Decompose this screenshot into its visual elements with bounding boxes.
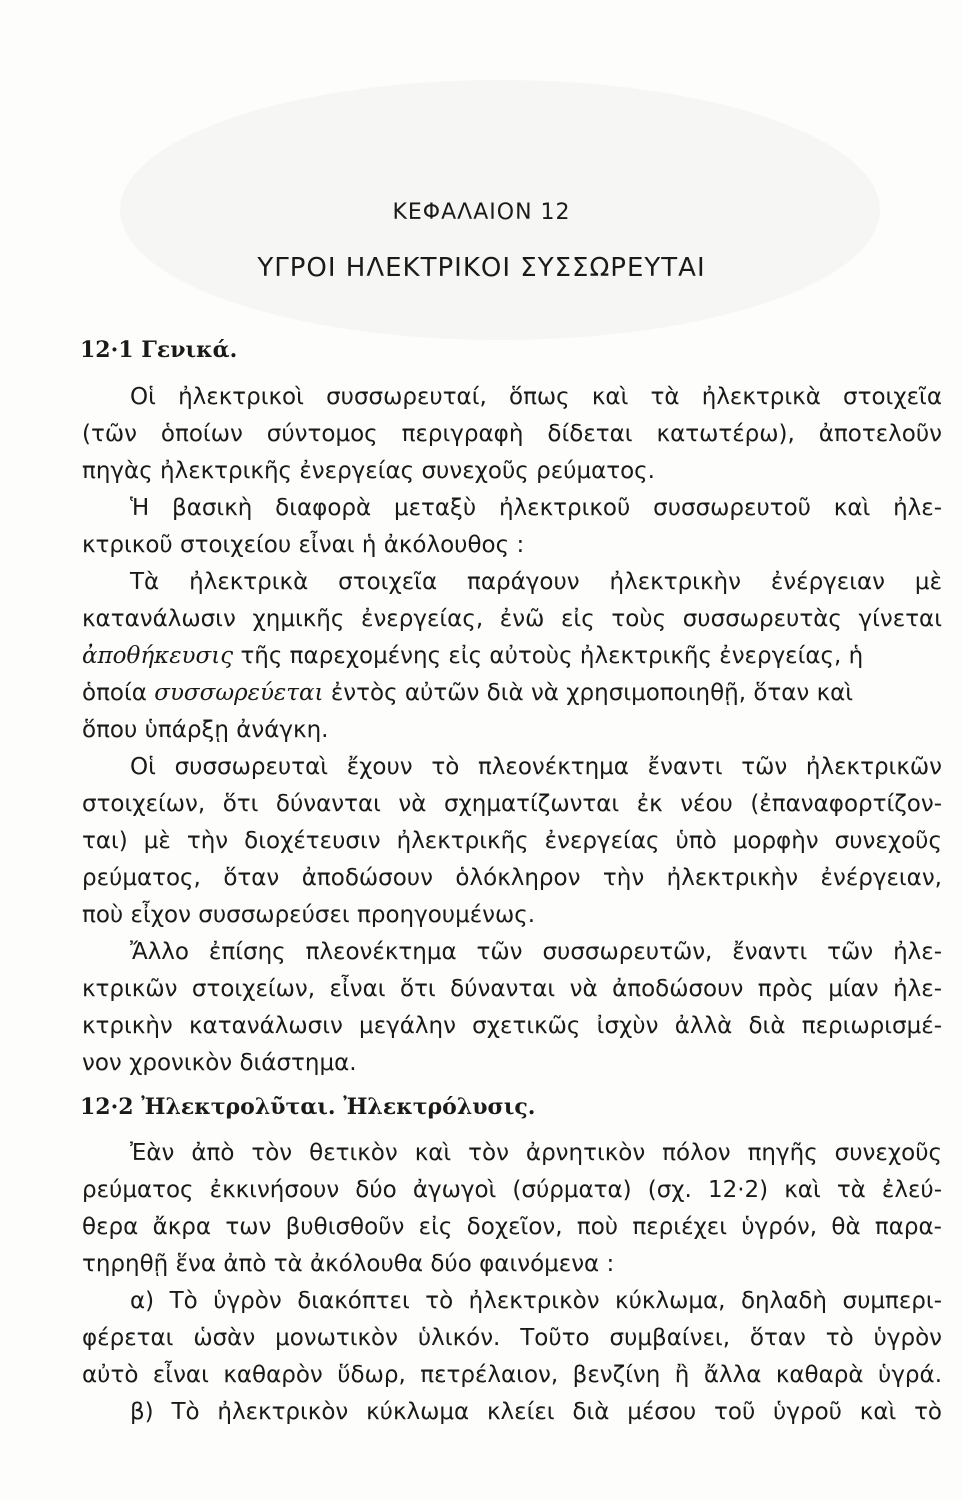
paragraph-line: ποὺ εἶχον συσσωρεύσει προηγουμένως. — [82, 902, 536, 928]
paragraph-line: αὐτὸ εἶναι καθαρὸν ὕδωρ, πετρέλαιον, βενζίνη ἢ ἄλλα καθαρὰ ὑγρά. — [82, 1362, 942, 1388]
paragraph-line — [82, 641, 942, 671]
paragraph-line: κτρικοῦ στοιχείου εἶναι ἡ ἀκόλουθος : — [82, 532, 525, 558]
paragraph-line: κτρικῶν στοιχείων, εἶναι ὅτι δύνανται νὰ ἀποδώσουν πρὸς μίαν ἠλε- — [82, 976, 942, 1002]
section-heading-12-1: 12·1 Γενικά. — [80, 337, 238, 363]
paragraph-line: νον χρονικὸν διάστημα. — [82, 1050, 357, 1076]
paragraph-line: πηγὰς ἠλεκτρικῆς ἐνεργείας συνεχοῦς ρεύματος. — [82, 458, 655, 484]
list-item-beta: β) Τὸ ἠλεκτρικὸν κύκλωμα κλείει διὰ μέσου τοῦ ὑγροῦ καὶ τὸ — [130, 1399, 942, 1425]
paragraph-line: ὅπου ὑπάρξῃ ἀνάγκη. — [82, 717, 329, 743]
chapter-label: ΚΕΦΑΛΑΙΟΝ 12 — [392, 200, 571, 225]
paragraph-line: ρεύματος ἐκκινήσουν δύο ἀγωγοὶ (σύρματα) (σχ. 12·2) καὶ τὰ ἐλεύ- — [82, 1177, 942, 1203]
paragraph-line: κτρικὴν κατανάλωσιν μεγάλην σχετικῶς ἰσχὺν ἀλλὰ διὰ περιωρισμέ- — [82, 1013, 942, 1039]
line-rest: τῆς παρεχομένης εἰς αὐτοὺς ἠλεκτρικῆς ἐνεργείας, ἡ — [233, 643, 864, 669]
paragraph-line: ται) μὲ τὴν διοχέτευσιν ἠλεκτρικῆς ἐνεργείας ὑπὸ μορφὴν συνεχοῦς — [82, 828, 942, 854]
paragraph-line: Οἱ συσσωρευταὶ ἔχουν τὸ πλεονέκτημα ἔναντι τῶν ἠλεκτρικῶν — [130, 754, 942, 780]
list-item-alpha: α) Τὸ ὑγρὸν διακόπτει τὸ ἠλεκτρικὸν κύκλωμα, δηλαδὴ συμπερι- — [130, 1288, 942, 1314]
paragraph-line: θερα ἄκρα των βυθισθοῦν εἰς δοχεῖον, ποὺ περιέχει ὑγρόν, θὰ παρα- — [82, 1214, 942, 1240]
paragraph-line: Ἡ βασικὴ διαφορὰ μεταξὺ ἠλεκτρικοῦ συσσωρευτοῦ καὶ ἠλε- — [130, 495, 942, 521]
italic-term: ἀποθήκευσις — [82, 643, 234, 669]
line-rest: ἐντὸς αὐτῶν διὰ νὰ χρησιμοποιηθῇ, ὅταν καὶ — [323, 680, 854, 706]
paragraph-line: Τὰ ἠλεκτρικὰ στοιχεῖα παράγουν ἠλεκτρικὴν ἐνέργειαν μὲ — [130, 569, 942, 595]
section-heading-12-2: 12·2 Ἠλεκτρολῦται. Ἠλεκτρόλυσις. — [80, 1094, 536, 1120]
paragraph-line: (τῶν ὁποίων σύντομος περιγραφὴ δίδεται κατωτέρω), ἀποτελοῦν — [82, 421, 942, 447]
italic-term: συσσωρεύεται — [154, 680, 324, 706]
paragraph-line: Ἄλλο ἐπίσης πλεονέκτημα τῶν συσσωρευτῶν, ἔναντι τῶν ἠλε- — [130, 939, 942, 965]
paragraph-line: Οἱ ἠλεκτρικοὶ συσσωρευταί, ὅπως καὶ τὰ ἠλεκτρικὰ στοιχεῖα — [130, 384, 942, 410]
paragraph-line — [82, 678, 942, 708]
paragraph-line: τηρηθῇ ἕνα ἀπὸ τὰ ἀκόλουθα δύο φαινόμενα : — [82, 1251, 615, 1277]
paragraph-line: ρεύματος, ὅταν ἀποδώσουν ὁλόκληρον τὴν ἠλεκτρικὴν ἐνέργειαν, — [82, 865, 942, 891]
paragraph-line: στοιχείων, ὅτι δύνανται νὰ σχηματίζωνται ἐκ νέου (ἐπαναφορτίζον- — [82, 791, 942, 817]
paragraph-line: Ἐὰν ἀπὸ τὸν θετικὸν καὶ τὸν ἀρνητικὸν πόλον πηγῆς συνεχοῦς — [130, 1140, 942, 1166]
paragraph-line: κατανάλωσιν χημικῆς ἐνεργείας, ἐνῶ εἰς τοὺς συσσωρευτὰς γίνεται — [82, 606, 942, 632]
chapter-title: ΥΓΡΟΙ ΗΛΕΚΤΡΙΚΟΙ ΣΥΣΣΩΡΕΥΤΑΙ — [257, 253, 706, 283]
line-start: ὁποία — [82, 680, 155, 706]
paragraph-line: φέρεται ὡσὰν μονωτικὸν ὑλικόν. Τοῦτο συμβαίνει, ὅταν τὸ ὑγρὸν — [82, 1325, 942, 1351]
